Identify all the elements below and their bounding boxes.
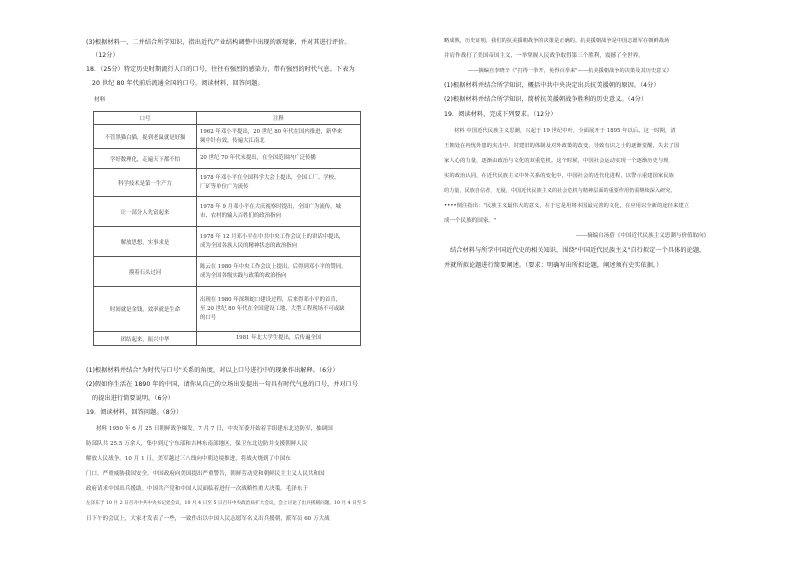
- note-line: 1978 年 9 月邓小平在大庆视察时提出，全国广为流传，城: [200, 203, 341, 210]
- q18-sub-1: (1)根据材料并结合"为时代与口号"关系的角度，对以上口号进行中的现象作出解释。（6分）: [86, 367, 339, 374]
- slogan-table: [93, 111, 361, 346]
- note-line: 成为全国各级实践与政策的政治指向: [200, 272, 287, 279]
- note-line: 陈云在 1980 年中央工作会议上提出，后得到邓小平的赞同，: [200, 263, 347, 270]
- q19-material-5: 政府请求中国出兵援助。中国共产党和中国人民面临着进行一次战略性重大决策。毛泽东于: [86, 486, 309, 492]
- q20-material-2: 王朝处在内忧外患的夹击中，封建旧的体制及对外政策的改变，导致有识之士的逐渐觉醒，失去了国: [444, 143, 680, 149]
- q19-sub-1: (1)根据材料并结合所学知识，概括中共中央决定出兵抗美援朝的原因。（4分）: [444, 82, 660, 89]
- q20-task-1: 结合材料与所学中国近代史的相关知识，围绕"中国近代民族主义"自行拟定一个具体的论题，: [450, 247, 706, 254]
- q19-material-4: 门口，严重威胁我国安全。中国政府向美国提出严重警告，朝鲜劳动党和朝鲜民主主义人民共和国: [86, 471, 325, 477]
- note-cell: [197, 169, 361, 197]
- note-cell: [197, 149, 361, 169]
- slogan-cell: 让一部分人先富起来: [94, 197, 197, 227]
- note-cell: [197, 125, 361, 149]
- note-cell: [197, 287, 361, 332]
- q17-3-line2: （12分）: [92, 52, 119, 59]
- slogan-cell: 团结起来，振兴中华: [94, 332, 197, 346]
- q18-intro-line1: 18．（25分）特定历史时期流行人口的口号，往往有强烈的感染力，带有强烈的时代气息。下表为: [86, 66, 355, 73]
- q18-sub-2: (2)假如你生活在 1890 年的中国，请你从自己的立场出发提出一句具有时代气息的口号，并对口号: [86, 381, 359, 388]
- q19-intro: 19．阅读材料，回答问题。（8分）: [86, 409, 183, 416]
- q20-quote-1: ••••倒注指出："民族主义最伟大的意义，在于它是用将本国最完善的文化，在应用以全新的途径来建立: [444, 203, 690, 209]
- note-line: 成为全国各族人民的精神状态的政治指向: [200, 242, 298, 249]
- slogan-cell: 时间就是金钱，效率就是生命: [94, 287, 197, 332]
- q18-sub-3: 的提出进行简要说明。（6分）: [92, 395, 174, 402]
- slogan-cell: 不管黑猫白猫，捉到老鼠就是好猫: [94, 125, 197, 149]
- q20-material-4: 实的政治认同，在近代民族主义中外关系的变化中，中国社会的近代化进程，以警示重建国家民族: [444, 173, 674, 179]
- table-row: [94, 197, 361, 227]
- table-row: [94, 125, 361, 149]
- table-header-row: [94, 112, 361, 125]
- note-line: 至 20 世纪 80 年代在全国建设工地、大型工程现场不可或缺: [200, 305, 345, 312]
- q20-intro: 19．阅读材料，完成下列要求。（12分）: [444, 111, 557, 118]
- q19-sub-2: (2)根据材料并结合所学知识，简析抗美援朝战争胜利的历史意义。（4分）: [444, 96, 648, 103]
- q19-material-7: 日下午的会议上，大家才发表了一些，一致作出以中国人民志愿军名义出兵援朝，派军员 60 万大战: [86, 516, 330, 522]
- note-line: 的口号: [200, 314, 217, 321]
- table-header: 注释: [197, 112, 361, 125]
- q20-citation: ——摘编自汤蓓《中国近代民族主义思潮与价值取向》: [576, 233, 710, 239]
- table-header: 口号: [94, 112, 197, 125]
- note-line: 20 世纪 70 年代末提出，在全国范围内广泛传播: [200, 155, 316, 161]
- note-line: 厂矿等单位广为流传: [200, 183, 249, 190]
- q19-cont-1: 略成熟，历史证明，我们的抗美援朝战争的决策是正确的。抗美援朝战争是中国志愿军在朝鲜战场: [444, 38, 670, 44]
- note-line: 频中针有效，传遍大江南北: [200, 137, 265, 144]
- q20-material-5: 的力量，民族自信者，无疑，中国近代民族主义的社会危机与精神层面的重要作用仍需继续深入研究。: [444, 188, 676, 194]
- q19-material-6: 左泽东于 10 月 2 日召开中共中央书记处会议，10 月 4 日至 5 日召开中央政治局扩大会议，会上讨论了出兵援朝问题。10 月 4 日至 5: [86, 501, 366, 506]
- table-row: [94, 227, 361, 257]
- q19-material-3: 解放人民战争。10 月 1 日，美军越过三八线向中朝边境推进，将战火烧到了中国东: [86, 456, 291, 462]
- q20-quote-2: 成一个民族的国家。": [444, 218, 497, 224]
- note-line: 出现在 1980 年深圳蛇口建设过程，后来得邓小平的首肯，: [200, 296, 342, 303]
- slogan-cell: 科学技术是第一生产力: [94, 169, 197, 197]
- q20-material-3: 家人心的力量，逐渐由政治与文化的双重危机。这个时候，中国社会运动实现一个逐渐历史与现: [444, 158, 669, 164]
- note-line: 1978 年 12 月邓小平在中共中央工作会议上的讲话中提出，: [200, 233, 345, 240]
- note-line: 1962 年邓小平提出，20 世纪 80 年代在国内推进，新华来: [200, 128, 343, 135]
- q19-citation: ——摘编自李晓辛《"打得一拳开，免得百拳来"——抗美援朝战争的决策及其历史意义》: [468, 68, 672, 74]
- q19-material-2: 防部队共 25.5 万余人，集中到辽宁东部和吉林东南部地区，保卫东北边防并支援朝鲜人民: [86, 441, 308, 447]
- note-line: 市、农村的输入百姓们的政治指向: [200, 212, 281, 219]
- q18-intro-line2: 20 世纪 80 年代前后流通全国的口号。阅读材料，回答问题。: [92, 80, 264, 87]
- table-row: [94, 149, 361, 169]
- note-cell: [197, 332, 361, 346]
- table-row: [94, 257, 361, 287]
- slogan-cell: 摸着石头过河: [94, 257, 197, 287]
- q20-task-2: 并就所拟论题进行简要阐述。（要求：明确写出所拟论题，阐述须有史实依据。）: [444, 262, 663, 269]
- material-label: 材料: [94, 97, 106, 103]
- note-line: 1981 年北大学生提出，后传遍全国: [235, 335, 322, 341]
- note-cell: [197, 257, 361, 287]
- q19-material-1: 材料 1950 年 6 月 25 日朝鲜战争爆发。7 月 7 日，中央军委开始着手组建东北边防军，抽调国: [96, 426, 333, 432]
- table-row: [94, 287, 361, 332]
- table-row: [94, 169, 361, 197]
- slogan-cell: 解放思想，实事求是: [94, 227, 197, 257]
- slogan-cell: 学好数理化，走遍天下都不怕: [94, 149, 197, 169]
- note-cell: [197, 197, 361, 227]
- q20-material-1: 材料 中国近代民族主义思潮，兴起于 19 世纪中叶，全面展开于 1895 年以后。这一时期，清: [454, 128, 676, 134]
- table-row: [94, 332, 361, 346]
- q19-cont-2: 并肩作战打了美国帝国主义，一举掌握人民战争取得第三个胜利，震撼了全世界。: [444, 53, 644, 59]
- q17-3-line1: (3)根据材料一、二并结合所学知识，指出近代产业结构调整中出现的新现象，并对其进行评价。: [86, 39, 351, 46]
- note-cell: [197, 227, 361, 257]
- note-line: 1978 年邓小平在全国科学大会上提出，全国工厂、学校、: [200, 174, 340, 181]
